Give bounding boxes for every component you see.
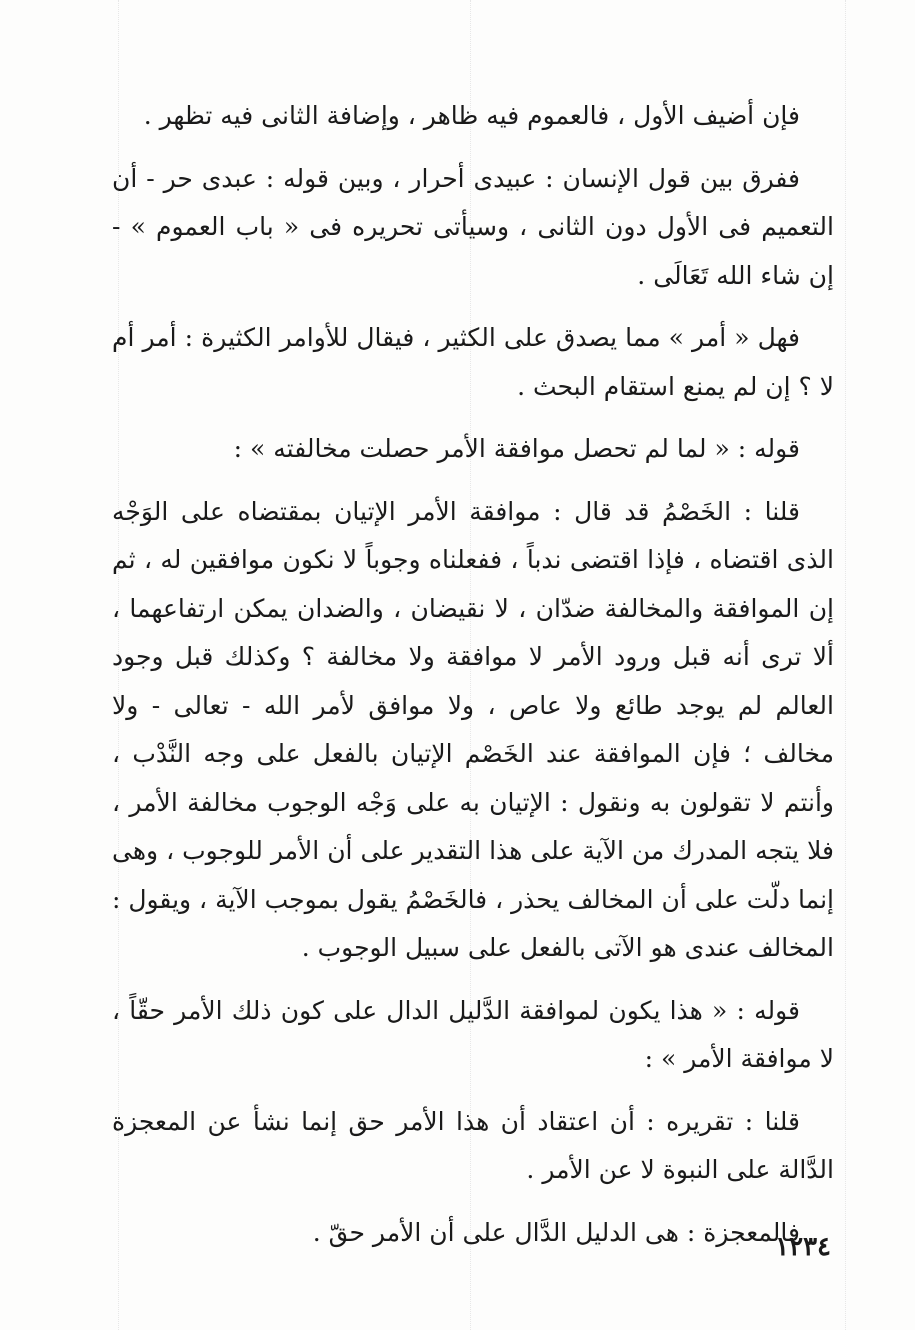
paragraph: قوله : « لما لم تحصل موافقة الأمر حصلت مخالفته » : bbox=[233, 434, 800, 463]
page-number: ١٢٣٤ bbox=[775, 1232, 831, 1262]
paragraph: فهل « أمر » مما يصدق على الكثير ، فيقال للأوامر الكثيرة : أمر أم لا ؟ إن لم يمنع استقام البحث . bbox=[112, 323, 834, 401]
body-text bbox=[112, 92, 834, 1271]
paragraph: قوله : « هذا يكون لموافقة الدَّليل الدال على كون ذلك الأمر حقّاً ، لا موافقة الأمر » : bbox=[112, 995, 834, 1073]
scan-artifact-line bbox=[845, 0, 846, 1330]
paragraph: قلنا : تقريره : أن اعتقاد أن هذا الأمر حق إنما نشأ عن المعجزة الدَّالة على النبوة لا عن الأمر . bbox=[112, 1106, 834, 1184]
paragraph: قلنا : الخَصْمُ قد قال : موافقة الأمر الإتيان بمقتضاه على الوَجْه الذى اقتضاه ، فإذا اقتضى ندباً ، ففعلناه وجوباً لا نكون موافقين له ، ثم إن الموافقة والمخالفة ضدّان ، لا نقيضان ، والضدان يمكن ارتفاعهما ، ألا ترى أنه قبل ورود الأمر لا موافقة ولا مخالفة ؟ وكذلك قبل وجود العالم لم يوجد طائع ولا عاص ، ولا موافق لأمر الله - تعالى - ولا مخالف ؛ فإن الموافقة عند الخَصْم الإتيان بالفعل على وجه النَّدْب ، وأنتم لا تقولون به ونقول : الإتيان به على وَجْه الوجوب مخالفة الأمر ، فلا يتجه المدرك من الآية على هذا التقدير على أن الأمر للوجوب ، وهى إنما دلّت على أن المخالف يحذر ، فالخَصْمُ يقول بموجب الآية ، ويقول : المخالف عندى هو الآتى بالفعل على سبيل الوجوب . bbox=[111, 496, 834, 962]
paragraph: فإن أضيف الأول ، فالعموم فيه ظاهر ، وإضافة الثانى فيه تظهر . bbox=[143, 101, 800, 130]
paragraph: ففرق بين قول الإنسان : عبيدى أحرار ، وبين قوله : عبدى حر - أن التعميم فى الأول دون الثانى ، وسيأتى تحريره فى « باب العموم » - إن شاء الله تَعَالَى . bbox=[112, 163, 834, 290]
paragraph: فالمعجزة : هى الدليل الدَّال على أن الأمر حقّ . bbox=[312, 1217, 800, 1247]
